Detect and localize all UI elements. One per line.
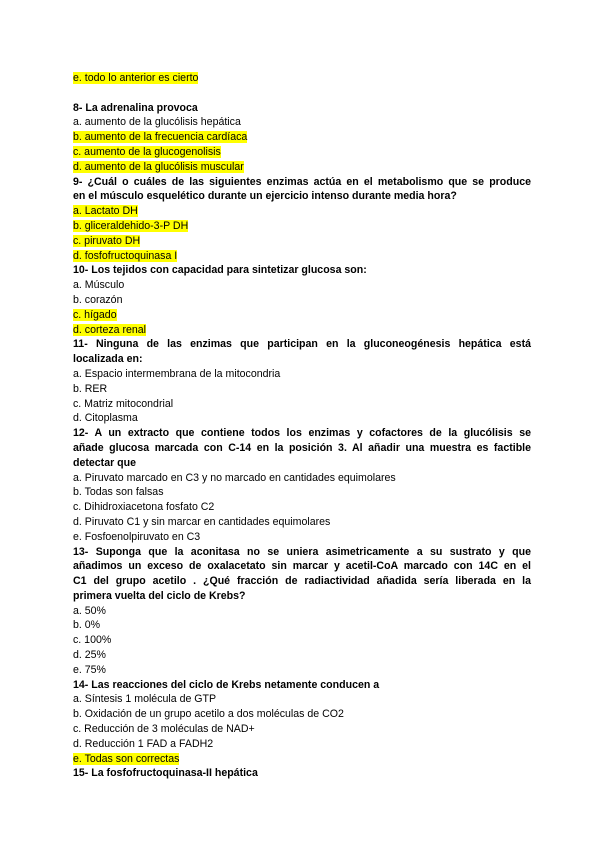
answer-text: b. corazón: [73, 293, 123, 306]
answer-option: [73, 323, 531, 338]
answer-option: [73, 737, 531, 752]
answer-option: [73, 530, 531, 545]
question-text-line: 10- Los tejidos con capacidad para sintetizar glucosa son:: [73, 264, 367, 277]
question-text-line: 14- Las reacciones del ciclo de Krebs netamente conducen a: [73, 678, 380, 691]
answer-text: d. Citoplasma: [73, 412, 138, 425]
answer-text: a. Síntesis 1 molécula de GTP: [73, 693, 217, 706]
answer-option: [73, 722, 531, 737]
answer-option: [73, 234, 531, 249]
highlighted-answer-text: c. hígado: [73, 308, 117, 321]
answer-text: a. 50%: [73, 604, 106, 617]
answer-option: [73, 293, 531, 308]
highlighted-answer-text: c. piruvato DH: [73, 234, 141, 247]
answer-option: [73, 500, 531, 515]
answer-option: [73, 604, 531, 619]
question-text-line: 9- ¿Cuál o cuáles de las siguientes enzimas actúa en el metabolismo que se produce: [73, 175, 531, 188]
answer-text: b. RER: [73, 382, 108, 395]
answer-text: b. Oxidación de un grupo acetilo a dos moléculas de CO2: [73, 708, 344, 721]
question-q10: [73, 263, 531, 337]
highlighted-answer-text: d. aumento de la glucólisis muscular: [73, 160, 244, 173]
answer-option: [73, 663, 531, 678]
answer-text: c. Dihidroxiacetona fosfato C2: [73, 501, 215, 514]
question-text-line: en el músculo esquelético durante un ejercicio intenso durante media hora?: [73, 190, 457, 203]
question-text-line: localizada en:: [73, 353, 143, 366]
answer-option: [73, 618, 531, 633]
answer-option: [73, 692, 531, 707]
answer-option: [73, 397, 531, 412]
answer-text: e. Fosfoenolpiruvato en C3: [73, 530, 201, 543]
answer-option: [73, 278, 531, 293]
answer-option: [73, 411, 531, 426]
question-q14: [73, 678, 531, 767]
answer-option: [73, 130, 531, 145]
question-text-line: 13- Suponga que la aconitasa no se uniera asimetricamente a su sustrato y que: [73, 545, 531, 558]
answer-option: [73, 648, 531, 663]
answer-text: e. 75%: [73, 663, 106, 676]
highlighted-answer-text: c. aumento de la glucogenolisis: [73, 145, 221, 158]
answer-option: [73, 219, 531, 234]
question-q13: [73, 545, 531, 678]
answer-text: a. Músculo: [73, 279, 125, 292]
highlighted-answer-text: a. Lactato DH: [73, 205, 138, 218]
answer-text: d. 25%: [73, 649, 106, 662]
question-q15: [73, 766, 531, 781]
question-text-line: 8- La adrenalina provoca: [73, 101, 198, 114]
question-text-line: detectar que: [73, 456, 136, 469]
answer-text: a. Espacio intermembrana de la mitocondria: [73, 367, 281, 380]
question-text-line: 12- A un extracto que contiene todos los enzimas y cofactores de la glucólisis se: [73, 427, 531, 440]
answer-option: [73, 471, 531, 486]
question-text-line: primera vuelta del ciclo de Krebs?: [73, 589, 246, 602]
answer-option: [73, 382, 531, 397]
answer-text: c. Reducción de 3 moléculas de NAD+: [73, 723, 255, 736]
answer-option: [73, 204, 531, 219]
answer-text: b. Todas son falsas: [73, 486, 164, 499]
answer-option: [73, 249, 531, 264]
document-content: [73, 71, 531, 781]
answer-text: c. 100%: [73, 634, 112, 647]
highlighted-answer-text: b. gliceraldehido-3-P DH: [73, 219, 189, 232]
answer-option: [73, 367, 531, 382]
answer-text: b. 0%: [73, 619, 101, 632]
question-text-line: añadimos un exceso de oxalacetato sin marcar y acetil-CoA marcado con 14C en el: [73, 560, 531, 573]
intro-option-text: e. todo lo anterior es cierto: [73, 72, 199, 84]
answer-option: [73, 145, 531, 160]
answer-option: [73, 707, 531, 722]
paragraph-gap: [73, 86, 531, 101]
question-text-line: 15- La fosfofructoquinasa-II hepática: [73, 767, 258, 780]
answer-text: a. aumento de la glucólisis hepática: [73, 116, 241, 129]
answer-text: c. Matriz mitocondrial: [73, 397, 174, 410]
question-q11: [73, 337, 531, 426]
answer-option: [73, 633, 531, 648]
highlighted-answer-text: d. corteza renal: [73, 323, 147, 336]
answer-option: [73, 115, 531, 130]
answer-option: [73, 485, 531, 500]
highlighted-answer-text: b. aumento de la frecuencia cardíaca: [73, 131, 248, 144]
answer-text: d. Reducción 1 FAD a FADH2: [73, 737, 214, 750]
answer-option: [73, 752, 531, 767]
question-text-line: C1 del grupo acetilo . ¿Qué fracción de radiactividad añadida sería liberada en la: [73, 575, 531, 588]
intro-option: [73, 71, 531, 86]
question-q8: [73, 101, 531, 175]
question-q12: [73, 426, 531, 544]
question-text-line: añade glucosa marcada con C-14 en la posición 3. Al añadir una muestra es factible: [73, 441, 531, 454]
highlighted-answer-text: d. fosfofructoquinasa I: [73, 249, 178, 262]
question-text-line: 11- Ninguna de las enzimas que participan en la gluconeogénesis hepática está: [73, 338, 531, 351]
answer-option: [73, 515, 531, 530]
answer-option: [73, 308, 531, 323]
question-q9: [73, 175, 531, 264]
answer-text: d. Piruvato C1 y sin marcar en cantidades equimolares: [73, 515, 331, 528]
highlighted-answer-text: e. Todas son correctas: [73, 752, 180, 765]
answer-option: [73, 160, 531, 175]
answer-text: a. Piruvato marcado en C3 y no marcado en cantidades equimolares: [73, 471, 396, 484]
